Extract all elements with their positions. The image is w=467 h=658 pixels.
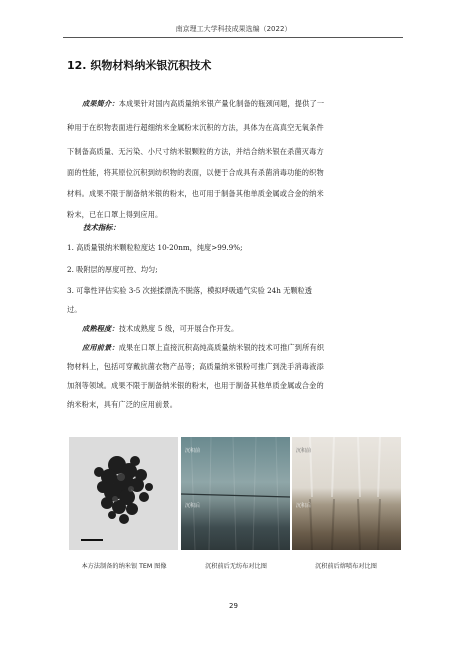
running-header: 南京理工大学科技成果选编（2022） — [175, 25, 292, 33]
summary-line-4: 面的性能，将其原位沉积到纺织物的表面，以便于合成具有杀菌消毒功能的织物 — [67, 168, 324, 177]
tech-item-3-cont: 过。 — [67, 305, 82, 314]
application-lead: 应用前景： — [82, 343, 119, 352]
summary-text-1: 本成果针对国内高质量纳米银产量化制备的瓶颈问题，提供了一 — [118, 99, 325, 108]
tem-image — [69, 437, 178, 550]
fabric-label-after: 沉积后 — [296, 503, 312, 509]
application-line-1 — [67, 340, 399, 357]
summary-line-2: 种用于在织物表面进行超细纳米金属粉末沉积的方法，具体为在高真空无氧条件 — [67, 123, 324, 132]
application-text-1: 成果在口罩上直接沉积高纯高质量纳米银的技术可推广到所有织 — [118, 343, 325, 352]
meltblown-comparison-image — [292, 437, 401, 550]
tech-item-3: 3. 可靠性评估实验 3-5 次搓揉漂洗不脱落，模拟呼吸通气实验 24h 无颗粒透 — [67, 286, 312, 295]
nonwoven-caption: 沉积前后无纺布对比图 — [205, 563, 267, 570]
summary-line-5: 材料。成果不限于制备纳米银的粉末，也可用于制备其他单质金属或合金的纳米 — [67, 189, 324, 198]
page-number: 29 — [229, 602, 238, 610]
tech-lead: 技术指标： — [83, 223, 120, 232]
application-line-3: 加剂等领域。成果不限于制备纳米银的粉末，也用于制备其他单质金属或合金的 — [67, 381, 324, 390]
header-rule — [63, 37, 403, 38]
tech-item-2: 2. 吸附层的厚度可控、均匀; — [67, 265, 158, 274]
application-line-4: 纳米粉末，具有广泛的应用前景。 — [67, 400, 178, 409]
fabric-label-before: 沉积前 — [296, 448, 312, 454]
tem-particles-graphic — [69, 437, 178, 550]
summary-lead: 成果简介： — [82, 99, 119, 108]
maturity-text: 技术成熟度 5 级，可开展合作开发。 — [118, 324, 239, 333]
summary-line-3: 下制备高质量、无污染、小尺寸纳米银颗粒的方法，并结合纳米银在杀菌灭毒方 — [67, 147, 324, 156]
section-title: 12. 织物材料纳米银沉积技术 — [67, 59, 212, 72]
nonwoven-comparison-image — [181, 437, 290, 550]
application-line-2: 物材料上，包括可穿戴抗菌衣物产品等；高质量纳米银粉可推广到洗手消毒液添 — [67, 362, 324, 371]
nonwoven-label-before: 沉积前 — [185, 448, 201, 454]
meltblown-caption: 沉积前后熔喷布对比图 — [315, 563, 377, 570]
summary-line-6: 粉末，已在口罩上得到应用。 — [67, 210, 163, 219]
nonwoven-label-after: 沉积后 — [185, 503, 201, 509]
tech-item-1: 1. 高质量银纳米颗粒粒度达 10-20nm，纯度>99.9%; — [67, 243, 243, 252]
summary-line-1 — [67, 96, 399, 113]
tem-caption: 本方法制备的纳米银 TEM 图像 — [81, 563, 167, 570]
maturity-line — [67, 321, 399, 338]
maturity-lead: 成熟程度： — [82, 324, 119, 333]
